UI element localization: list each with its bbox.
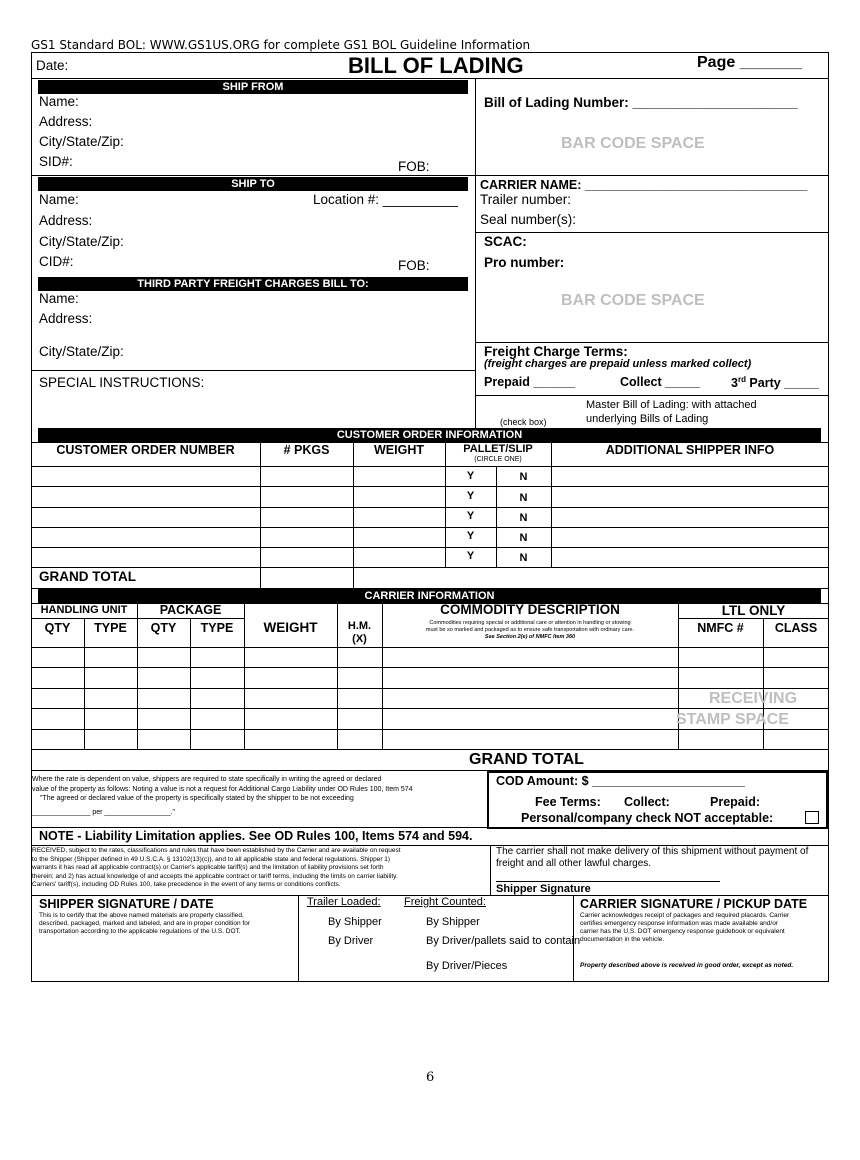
fee-prepaid[interactable]: Prepaid:: [710, 795, 761, 809]
col-pkgs: # PKGS: [283, 443, 330, 457]
freight-terms-subtitle: (freight charges are prepaid unless marked collect): [484, 358, 752, 370]
ship-from-header: SHIP FROM: [38, 80, 468, 94]
collect-option[interactable]: Collect _____: [620, 375, 700, 389]
col-hu-qty: QTY: [44, 621, 71, 635]
carrier-ack-text: Carrier acknowledges receipt of packages and required placards. Carrier certifies emergency response information was made available and/or carrier has the U.S. DOT emergency response guidebook or equivalent documentation in the vehicle.: [580, 912, 790, 943]
ship-to-name[interactable]: Name:: [39, 192, 79, 207]
page-label[interactable]: Page _______: [697, 54, 802, 71]
receiving-stamp-1: RECEIVING: [709, 690, 798, 707]
col-customer-order-number: CUSTOMER ORDER NUMBER: [56, 443, 235, 457]
ship-from-fob[interactable]: FOB:: [398, 159, 430, 174]
commodity-note: Commodities requiring special or additional care or attention in handling or stowing must be so marked and packaged as to ensure safe transportation with ordinary care. See Section 2(e) of NMFC Item 360: [425, 620, 635, 640]
ship-from-city[interactable]: City/State/Zip:: [39, 134, 124, 149]
freight-counted-by-driver-pallets[interactable]: By Driver/pallets said to contain: [426, 935, 581, 947]
carrier-name[interactable]: CARRIER NAME: ________________________________: [480, 178, 808, 192]
master-bol: Master Bill of Lading: with attached underlying Bills of Lading: [586, 399, 757, 425]
special-instructions[interactable]: SPECIAL INSTRUCTIONS:: [39, 375, 205, 390]
ship-from-name[interactable]: Name:: [39, 94, 79, 109]
trailer-loaded: Trailer Loaded:: [307, 896, 381, 908]
third-party-option[interactable]: 3rd Party _____: [731, 375, 819, 391]
col-pkg-type: TYPE: [200, 621, 234, 635]
freight-counted-by-driver-pieces[interactable]: By Driver/Pieces: [426, 960, 508, 972]
seal-number[interactable]: Seal number(s):: [480, 212, 577, 227]
col-hu-type: TYPE: [94, 621, 127, 635]
ship-to-address[interactable]: Address:: [39, 213, 93, 228]
third-party-name[interactable]: Name:: [39, 291, 79, 306]
trailer-loaded-by-driver[interactable]: By Driver: [328, 935, 374, 947]
col-handling-unit: HANDLING UNIT: [40, 604, 128, 616]
trailer-loaded-by-shipper[interactable]: By Shipper: [328, 916, 382, 928]
declared-value-text: Where the rate is dependent on value, shippers are required to state specifically in writing the agreed or declared value of the property as follows: Noting a value is not a request for Additional Cargo Liability under OD Rules 100, Item 574 "The agreed or declared value of the property is specifically stated by the shipper to be not exceeding _______________ per _________________.": [32, 776, 413, 816]
col-weight: WEIGHT: [374, 443, 424, 457]
received-terms: RECEIVED, subject to the rates, classifications and rules that have been established by the Carrier and are available on request to the Shipper (Shipper defined in 49 U.S.C.A. § 13102(13)(c)), and to all applicable state and federal regulations. Shipper 1) warrants it has read all applicable contract(s) or Carrier's applicable tariff(s) and the limitation of liability provisions set forth therein; and 2) has actual knowledge of and accepts the applicable contract or tariff terms, including the limits on carrier liability. Carriers' tariff(s), including OD Rules 100, take precedence in the event of any terms or conditions conflicts.: [32, 847, 401, 888]
col-hm: H.M.: [347, 620, 372, 632]
form-title: BILL OF LADING: [348, 53, 524, 78]
fee-collect[interactable]: Collect:: [624, 795, 670, 809]
trailer-number[interactable]: Trailer number:: [480, 192, 572, 207]
shipper-signature-date[interactable]: SHIPPER SIGNATURE / DATE: [39, 897, 214, 911]
carrier-signature-pickup-date[interactable]: CARRIER SIGNATURE / PICKUP DATE: [580, 897, 808, 911]
pro-number[interactable]: Pro number:: [484, 255, 565, 270]
col-commodity-description: COMMODITY DESCRIPTION: [440, 602, 620, 617]
ship-to-city[interactable]: City/State/Zip:: [39, 234, 124, 249]
third-party-address[interactable]: Address:: [39, 311, 93, 326]
pallet-yes-4[interactable]: Y: [466, 530, 475, 542]
customer-order-header: CUSTOMER ORDER INFORMATION: [38, 428, 821, 442]
col-pkg-qty: QTY: [150, 621, 177, 635]
third-party-header: THIRD PARTY FREIGHT CHARGES BILL TO:: [38, 277, 468, 291]
carrier-grand-total: GRAND TOTAL: [469, 751, 584, 768]
ship-to-location[interactable]: Location #: __________: [313, 192, 458, 207]
carrier-info-header: CARRIER INFORMATION: [38, 589, 821, 603]
personal-check: Personal/company check NOT acceptable:: [521, 811, 774, 825]
page-number: 6: [426, 1070, 435, 1085]
pallet-no-4[interactable]: N: [519, 532, 528, 544]
col-nmfc: NMFC #: [697, 621, 744, 635]
ship-from-address[interactable]: Address:: [39, 114, 93, 129]
pallet-yes-2[interactable]: Y: [466, 490, 475, 502]
col-class: CLASS: [774, 621, 818, 635]
carrier-delivery-note: The carrier shall not make delivery of this shipment without payment of freight and all other lawful charges.: [496, 846, 809, 869]
bol-number[interactable]: Bill of Lading Number: ______________________: [484, 95, 798, 110]
freight-terms-title: Freight Charge Terms:: [484, 344, 628, 359]
barcode-space-1: BAR CODE SPACE: [561, 135, 705, 152]
col-pallet-slip: PALLET/SLIP: [463, 443, 533, 455]
pallet-no-5[interactable]: N: [519, 552, 528, 564]
third-party-city[interactable]: City/State/Zip:: [39, 344, 124, 359]
col-hm-x: (X): [352, 633, 367, 645]
fee-terms: Fee Terms:: [535, 795, 601, 809]
pallet-no-1[interactable]: N: [519, 471, 528, 483]
freight-counted-by-shipper[interactable]: By Shipper: [426, 916, 480, 928]
receiving-stamp-2: STAMP SPACE: [676, 711, 789, 728]
header-note: GS1 Standard BOL: WWW.GS1US.ORG for complete GS1 BOL Guideline Information: [31, 38, 531, 52]
pallet-yes-5[interactable]: Y: [466, 550, 475, 562]
col-carrier-weight: WEIGHT: [263, 620, 318, 635]
freight-counted: Freight Counted:: [404, 896, 486, 908]
customer-grand-total: GRAND TOTAL: [39, 569, 136, 584]
pallet-yes-3[interactable]: Y: [466, 510, 475, 522]
ship-to-cid[interactable]: CID#:: [39, 254, 74, 269]
col-additional-shipper-info: ADDITIONAL SHIPPER INFO: [605, 443, 775, 457]
pallet-yes-1[interactable]: Y: [466, 470, 475, 482]
pallet-no-2[interactable]: N: [519, 492, 528, 504]
col-circle-one: (CIRCLE ONE): [474, 456, 522, 463]
scac[interactable]: SCAC:: [484, 234, 527, 249]
check-box-label[interactable]: (check box): [500, 417, 547, 427]
personal-check-checkbox[interactable]: [805, 811, 819, 824]
col-package: PACKAGE: [159, 603, 222, 617]
shipper-certify-text: This is to certify that the above named materials are properly classified, described, packaged, marked and labeled, and are in proper condition for transportation according to the applicable regulations of the U.S. DOT.: [39, 912, 251, 935]
col-ltl-only: LTL ONLY: [721, 603, 786, 618]
pallet-no-3[interactable]: N: [519, 512, 528, 524]
date-label[interactable]: Date:: [36, 58, 69, 73]
barcode-space-2: BAR CODE SPACE: [561, 292, 705, 309]
cod-amount[interactable]: COD Amount: $ ______________________: [496, 774, 745, 788]
good-order-text: Property described above is received in good order, except as noted.: [580, 962, 794, 969]
prepaid-option[interactable]: Prepaid ______: [484, 375, 576, 389]
liability-note: NOTE - Liability Limitation applies. See OD Rules 100, Items 574 and 594.: [39, 829, 473, 843]
ship-to-fob[interactable]: FOB:: [398, 258, 430, 273]
shipper-signature[interactable]: Shipper Signature: [496, 883, 591, 895]
ship-from-sid[interactable]: SID#:: [39, 154, 73, 169]
ship-to-header: SHIP TO: [38, 177, 468, 191]
